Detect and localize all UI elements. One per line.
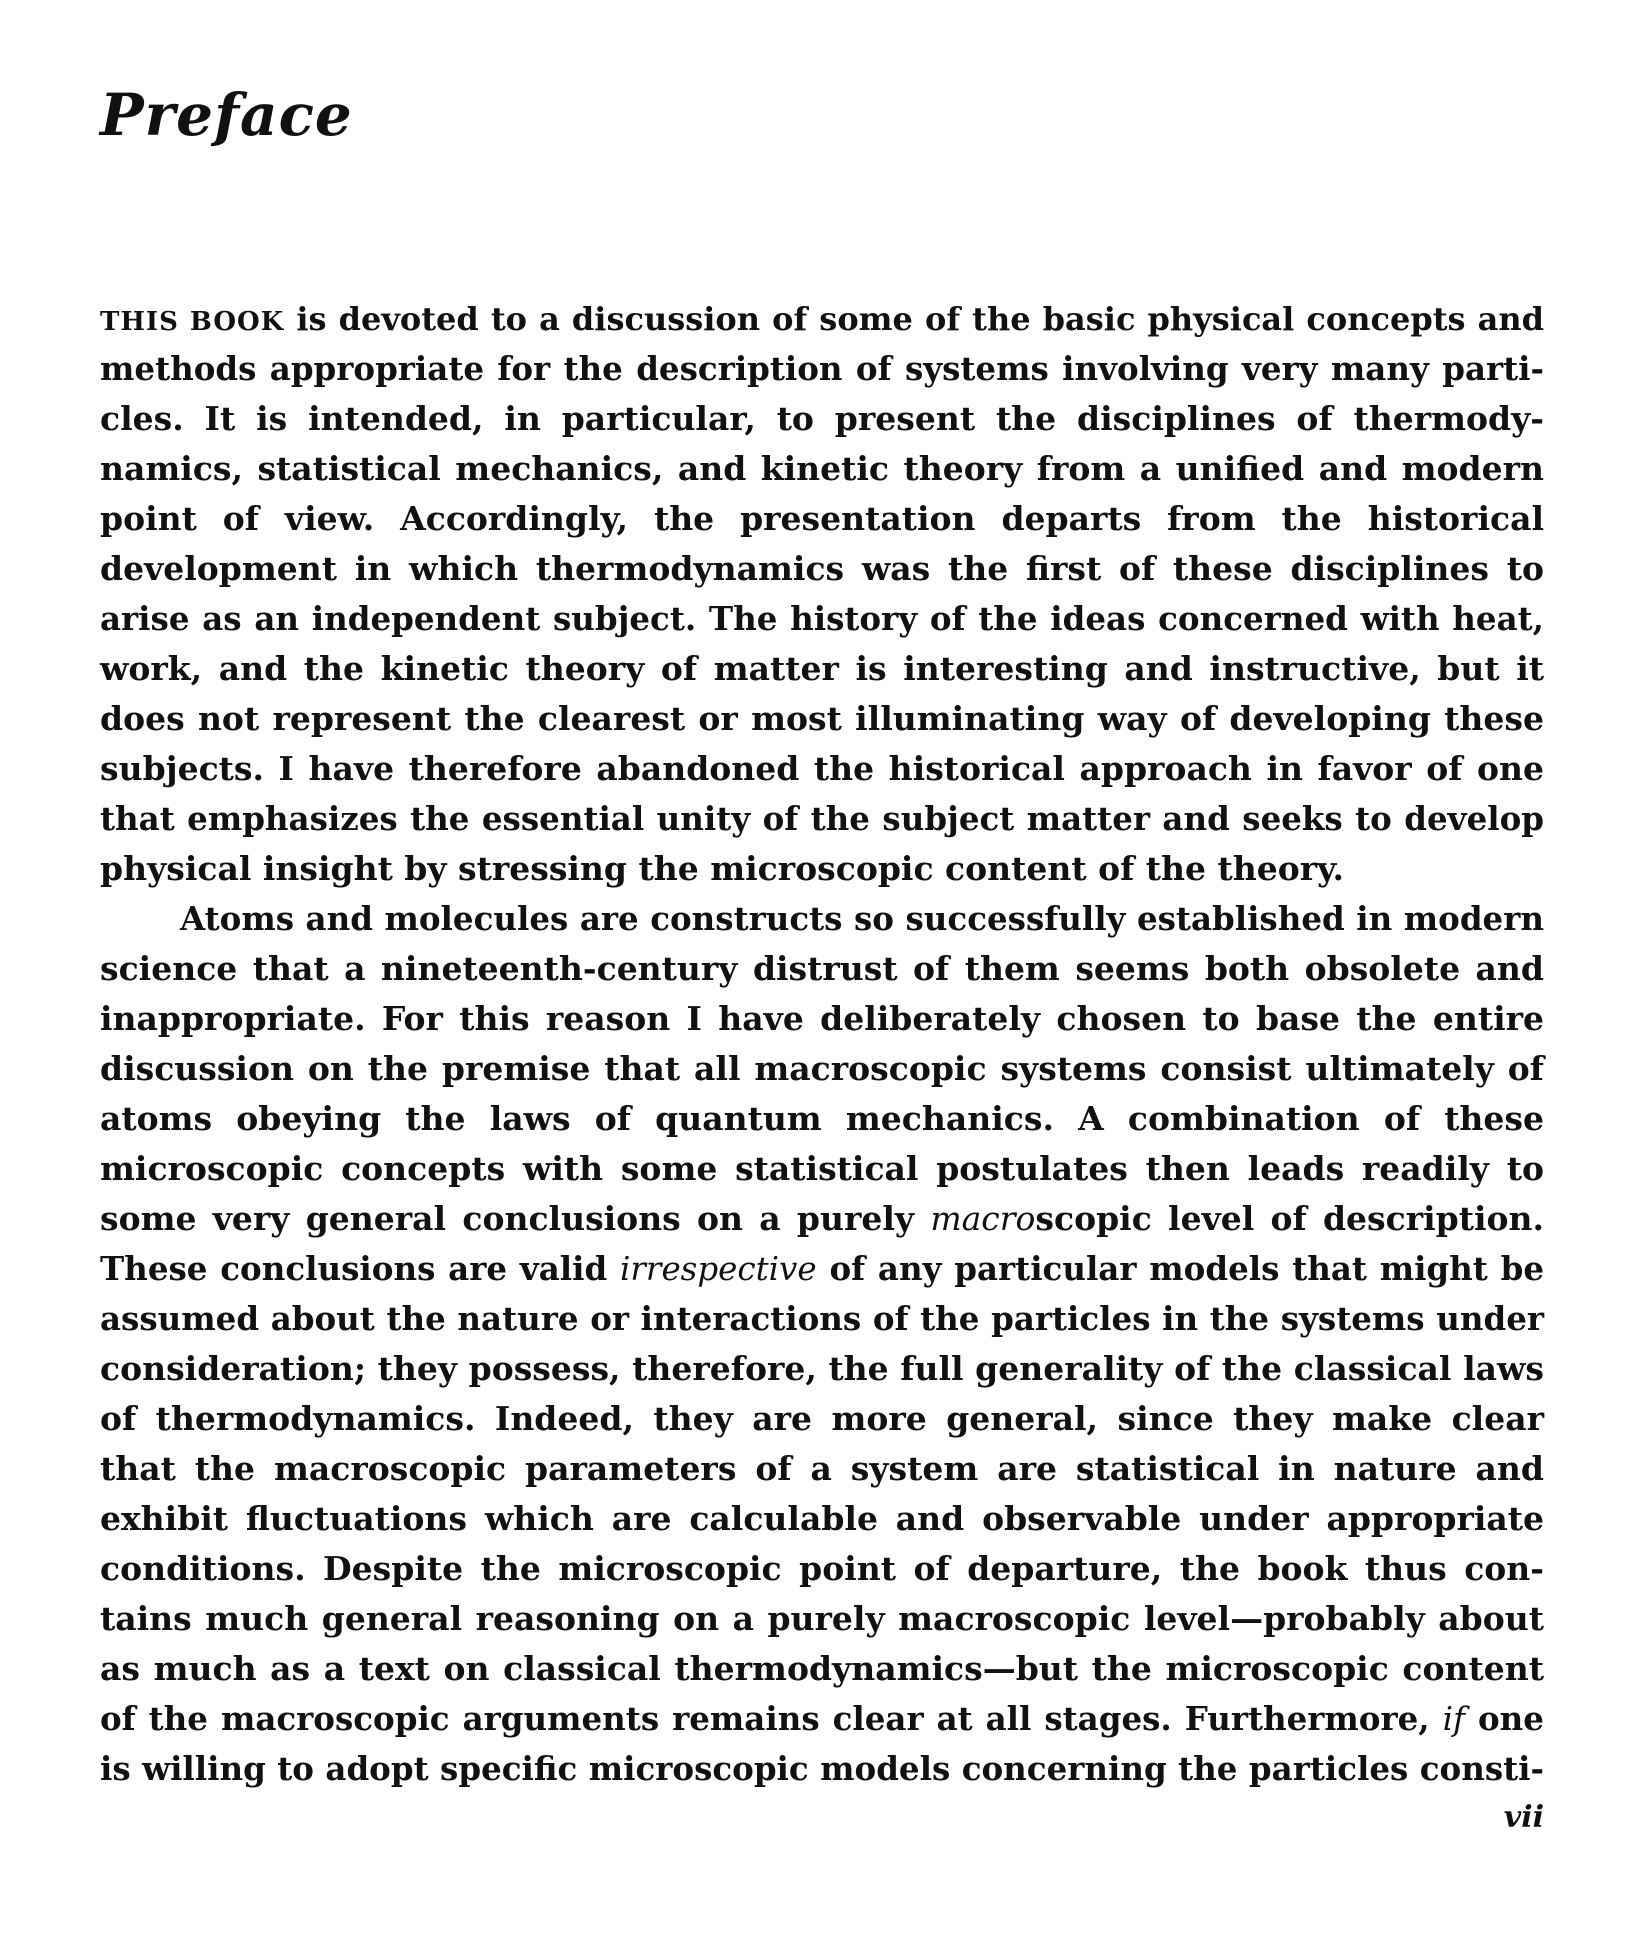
text-line: arise as an independent subject. The history of the ideas concerned with heat, (100, 599, 1544, 638)
text-line: point of view. Accordingly, the presentation departs from the historical (100, 499, 1544, 538)
text-line: methods appropriate for the description of systems involving very many parti- (100, 349, 1544, 388)
text-line: that the macroscopic parameters of a system are statistical in nature and (100, 1449, 1544, 1488)
text-line: that emphasizes the essential unity of the subject matter and seeks to develop (100, 799, 1544, 838)
line-text: some very general conclusions on a purely (100, 1199, 931, 1238)
text-line: is willing to adopt specific microscopic models concerning the particles consti- (100, 1749, 1544, 1788)
text-line: of thermodynamics. Indeed, they are more general, since they make clear (100, 1399, 1544, 1438)
text-line: work, and the kinetic theory of matter is interesting and instructive, but it (100, 649, 1544, 688)
text-line (100, 1694, 1544, 1744)
text-line (100, 1194, 1544, 1244)
line-text: of any particular models that might be (816, 1249, 1544, 1288)
preface-body (100, 294, 1544, 1794)
emphasis-text: macro (930, 1199, 1036, 1238)
small-caps-lead: THIS BOOK (100, 307, 285, 337)
text-line: exhibit fluctuations which are calculable and observable under appropriate (100, 1499, 1544, 1538)
text-line: science that a nineteenth-century distrust of them seems both obsolete and (100, 949, 1544, 988)
text-line: discussion on the premise that all macroscopic systems consist ultimately of (100, 1049, 1544, 1088)
line-text: scopic level of description. (1035, 1199, 1544, 1238)
text-line: does not represent the clearest or most illuminating way of developing these (100, 699, 1544, 738)
page-title: Preface (100, 81, 353, 149)
text-line: tains much general reasoning on a purely macroscopic level—probably about (100, 1599, 1544, 1638)
emphasis-text: if (1442, 1700, 1466, 1738)
text-line (100, 1244, 1544, 1294)
text-line (100, 294, 1544, 344)
line-text: of the macroscopic arguments remains clear at all stages. Furthermore, (100, 1699, 1443, 1738)
text-line: physical insight by stressing the microscopic content of the theory. (100, 849, 1345, 888)
line-text: is devoted to a discussion of some of the basic physical concepts and (284, 300, 1544, 338)
text-line: inappropriate. For this reason I have deliberately chosen to base the entire (100, 999, 1544, 1038)
emphasis-text: irrespective (619, 1250, 817, 1288)
text-line: cles. It is intended, in particular, to present the disciplines of thermody- (100, 399, 1544, 438)
text-line: development in which thermodynamics was the first of these disciplines to (100, 549, 1544, 588)
text-line: as much as a text on classical thermodynamics—but the microscopic content (100, 1649, 1544, 1688)
text-line: subjects. I have therefore abandoned the historical approach in favor of one (100, 749, 1544, 788)
line-text: These conclusions are valid (100, 1249, 620, 1288)
text-line: Atoms and molecules are constructs so successfully established in modern (180, 899, 1544, 938)
page-number: vii (1503, 1800, 1544, 1835)
text-line: conditions. Despite the microscopic point of departure, the book thus con- (100, 1549, 1544, 1588)
text-line: assumed about the nature or interactions of the particles in the systems under (100, 1299, 1544, 1338)
text-line: consideration; they possess, therefore, the full generality of the classical laws (100, 1349, 1544, 1388)
text-line: atoms obeying the laws of quantum mechanics. A combination of these (100, 1099, 1544, 1138)
text-line: microscopic concepts with some statistical postulates then leads readily to (100, 1149, 1544, 1188)
line-text: one (1465, 1699, 1544, 1738)
text-line: namics, statistical mechanics, and kinetic theory from a unified and modern (100, 449, 1544, 488)
